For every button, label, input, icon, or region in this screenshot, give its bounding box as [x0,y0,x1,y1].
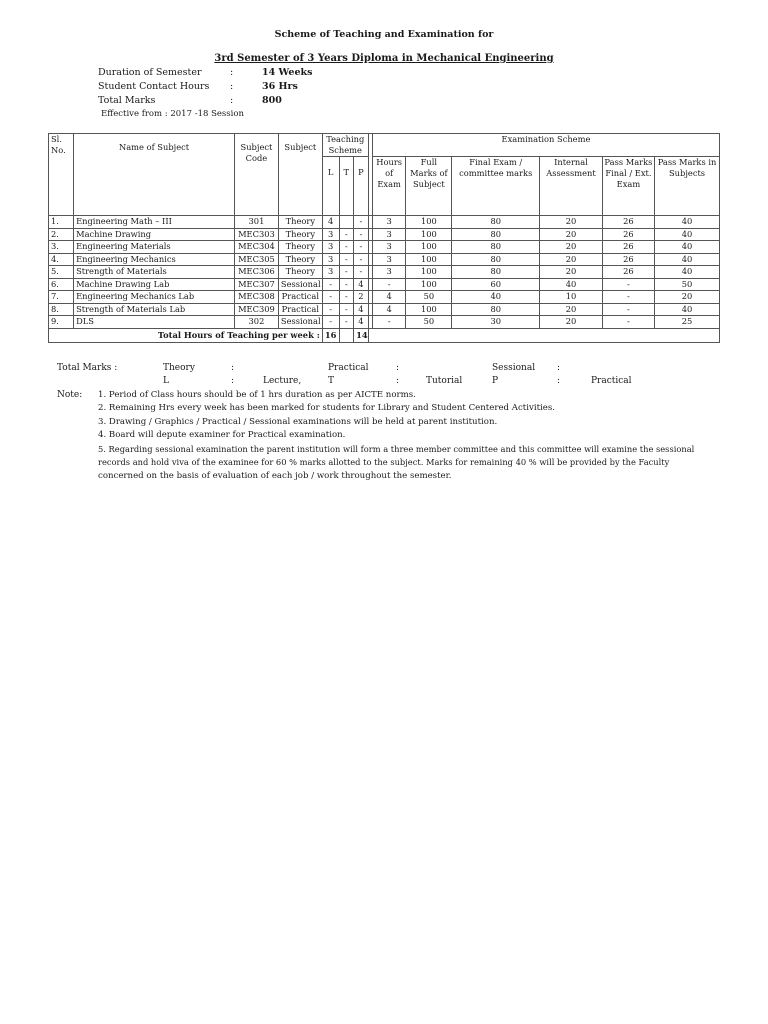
row-teaching-t: - [339,316,354,329]
row-pass-marks-final: 26 [602,216,654,229]
info-value-total-marks: 800 [262,95,282,106]
row-subject-type: Theory [278,216,322,229]
header-subject: Subject [278,134,322,216]
row-full-marks: 100 [406,253,452,266]
footer-theory: Theory [163,363,195,373]
row-subject-code: MEC304 [235,241,279,254]
row-teaching-t: - [339,303,354,316]
header-t: T [339,157,354,216]
row-exam-hours: - [372,316,405,329]
row-final-exam-marks: 80 [452,253,540,266]
footer-colon-1: : [231,363,235,373]
header-sl-no: Sl. No. [49,134,74,216]
info-label-contact-hours: Student Contact Hours [98,81,210,92]
row-pass-marks-final: 26 [602,266,654,279]
row-subject-name: Engineering Math – III [74,216,235,229]
row-final-exam-marks: 80 [452,216,540,229]
row-teaching-l: 3 [322,266,339,279]
row-teaching-p: - [354,228,369,241]
footer-total-marks: Total Marks : [57,363,118,373]
header-pass-subject: Pass Marks in Subjects [655,157,720,216]
footer-lecture: Lecture, [263,376,302,386]
row-full-marks: 100 [406,228,452,241]
row-teaching-p: - [354,216,369,229]
note-5-line-2: records and hold viva of the examinee for 60 % marks allotted to the subject. Marks for remaining 40 % will be provided by the Faculty [98,457,670,467]
row-subject-code: MEC306 [235,266,279,279]
table-row [49,253,720,266]
table-row [49,316,720,329]
row-full-marks: 50 [406,291,452,304]
footer-colon-2: : [396,363,400,373]
row-subject-code: MEC303 [235,228,279,241]
row-internal-assessment: 20 [540,228,603,241]
header-teaching-scheme: Teaching Scheme [322,134,368,157]
header-p: P [354,157,369,216]
total-l: 16 [322,328,339,342]
row-exam-hours: 3 [372,241,405,254]
row-pass-marks-subject: 40 [655,216,720,229]
header-internal: Internal Assessment [540,157,603,216]
row-subject-name: Strength of Materials Lab [74,303,235,316]
total-label: Total Hours of Teaching per week : [49,328,323,342]
row-subject-code: MEC305 [235,253,279,266]
row-teaching-p: - [354,253,369,266]
row-subject-type: Sessional [278,316,322,329]
row-teaching-p: 4 [354,278,369,291]
table-row [49,228,720,241]
row-full-marks: 100 [406,266,452,279]
row-subject-code: MEC307 [235,278,279,291]
row-exam-hours: 4 [372,303,405,316]
row-pass-marks-final: - [602,278,654,291]
table-row [49,241,720,254]
info-sep-duration: : [230,67,234,78]
row-full-marks: 100 [406,303,452,316]
row-exam-hours: 4 [372,291,405,304]
row-teaching-t [339,216,354,229]
row-final-exam-marks: 80 [452,266,540,279]
header-l: L [322,157,339,216]
header-final-exam: Final Exam / committee marks [452,157,540,216]
footer-colon-4: : [231,376,235,386]
row-teaching-l: - [322,291,339,304]
row-full-marks: 100 [406,278,452,291]
row-teaching-p: - [354,241,369,254]
footer-colon-3: : [557,363,561,373]
row-pass-marks-final: 26 [602,228,654,241]
row-teaching-p: - [354,266,369,279]
row-pass-marks-final: - [602,291,654,304]
footer-t: T [328,376,335,386]
row-internal-assessment: 20 [540,316,603,329]
total-p: 14 [354,328,369,342]
row-subject-name: DLS [74,316,235,329]
row-subject-name: Engineering Mechanics [74,253,235,266]
row-pass-marks-subject: 40 [655,241,720,254]
row-teaching-l: 4 [322,216,339,229]
row-teaching-t: - [339,291,354,304]
row-full-marks: 100 [406,216,452,229]
note-5-line-3: concerned on the basis of evaluation of each job / work throughout the semester. [98,471,452,481]
note-4: 4. Board will depute examiner for Practical examination. [98,430,346,440]
info-label-total-marks: Total Marks [98,95,156,106]
notes-label: Note: [57,390,83,400]
header-code: Subject Code [235,134,279,216]
table-row [49,278,720,291]
row-sl-no: 9. [49,316,74,329]
row-teaching-p: 4 [354,303,369,316]
row-sl-no: 6. [49,278,74,291]
row-pass-marks-final: 26 [602,241,654,254]
row-exam-hours: 3 [372,228,405,241]
footer-p: P [492,376,499,386]
row-full-marks: 50 [406,316,452,329]
footer-sessional: Sessional [492,363,536,373]
footer-colon-5: : [396,376,400,386]
row-internal-assessment: 40 [540,278,603,291]
note-3: 3. Drawing / Graphics / Practical / Sessional examinations will be held at parent institution. [98,417,498,427]
footer-colon-6: : [557,376,561,386]
footer-practical-2: Practical [591,376,632,386]
document-title: Scheme of Teaching and Examination for [274,29,494,40]
row-subject-type: Theory [278,266,322,279]
row-sl-no: 4. [49,253,74,266]
row-subject-name: Strength of Materials [74,266,235,279]
row-sl-no: 2. [49,228,74,241]
row-teaching-l: - [322,278,339,291]
note-5-line-1: 5. Regarding sessional examination the parent institution will form a three member committee and this committee will examine the sessional [98,444,695,454]
row-exam-hours: 3 [372,266,405,279]
document-subtitle: 3rd Semester of 3 Years Diploma in Mechanical Engineering [214,53,554,64]
row-subject-type: Theory [278,253,322,266]
row-final-exam-marks: 80 [452,241,540,254]
row-pass-marks-final: - [602,303,654,316]
row-sl-no: 1. [49,216,74,229]
row-pass-marks-subject: 40 [655,253,720,266]
info-sep-total-marks: : [230,95,234,106]
row-subject-type: Practical [278,291,322,304]
row-sl-no: 7. [49,291,74,304]
row-full-marks: 100 [406,241,452,254]
row-final-exam-marks: 80 [452,303,540,316]
row-sl-no: 8. [49,303,74,316]
row-final-exam-marks: 40 [452,291,540,304]
row-subject-name: Engineering Materials [74,241,235,254]
row-teaching-p: 2 [354,291,369,304]
footer-practical: Practical [328,363,369,373]
row-subject-name: Machine Drawing [74,228,235,241]
row-teaching-l: 3 [322,253,339,266]
row-pass-marks-subject: 40 [655,266,720,279]
row-final-exam-marks: 60 [452,278,540,291]
row-final-exam-marks: 30 [452,316,540,329]
effective-from: Effective from : 2017 -18 Session [101,109,244,119]
row-pass-marks-subject: 40 [655,303,720,316]
row-exam-hours: 3 [372,216,405,229]
row-subject-code: 302 [235,316,279,329]
row-exam-hours: - [372,278,405,291]
table-row [49,291,720,304]
row-teaching-l: 3 [322,228,339,241]
row-pass-marks-subject: 25 [655,316,720,329]
row-exam-hours: 3 [372,253,405,266]
info-label-duration: Duration of Semester [98,67,202,78]
scheme-table [48,133,720,343]
header-name: Name of Subject [74,134,235,216]
row-internal-assessment: 20 [540,216,603,229]
row-subject-code: MEC309 [235,303,279,316]
row-teaching-t: - [339,266,354,279]
total-t [339,328,354,342]
row-subject-code: MEC308 [235,291,279,304]
row-subject-type: Sessional [278,278,322,291]
row-pass-marks-subject: 50 [655,278,720,291]
row-subject-code: 301 [235,216,279,229]
row-teaching-l: - [322,316,339,329]
row-internal-assessment: 20 [540,303,603,316]
header-full-marks: Full Marks of Subject [406,157,452,216]
row-internal-assessment: 20 [540,266,603,279]
row-pass-marks-final: - [602,316,654,329]
note-2: 2. Remaining Hrs every week has been marked for students for Library and Student Centered Activities. [98,403,556,413]
footer-l: L [163,376,169,386]
info-value-duration: 14 Weeks [262,67,313,78]
row-final-exam-marks: 80 [452,228,540,241]
row-pass-marks-subject: 20 [655,291,720,304]
footer-tutorial: Tutorial [426,376,463,386]
row-subject-type: Theory [278,228,322,241]
row-teaching-l: 3 [322,241,339,254]
table-row [49,266,720,279]
table-row [49,303,720,316]
row-teaching-t: - [339,228,354,241]
row-teaching-l: - [322,303,339,316]
row-pass-marks-subject: 40 [655,228,720,241]
header-exam-scheme: Examination Scheme [372,134,719,157]
total-blank [368,328,719,342]
row-subject-type: Theory [278,241,322,254]
row-teaching-t: - [339,253,354,266]
row-sl-no: 5. [49,266,74,279]
note-1: 1. Period of Class hours should be of 1 hrs duration as per AICTE norms. [98,390,416,400]
row-internal-assessment: 20 [540,253,603,266]
row-teaching-p: 4 [354,316,369,329]
row-subject-name: Machine Drawing Lab [74,278,235,291]
row-internal-assessment: 20 [540,241,603,254]
header-pass-final: Pass Marks Final / Ext. Exam [602,157,654,216]
table-row [49,216,720,229]
row-subject-type: Practical [278,303,322,316]
row-pass-marks-final: 26 [602,253,654,266]
row-teaching-t: - [339,278,354,291]
info-value-contact-hours: 36 Hrs [262,81,298,92]
header-hours: Hours of Exam [372,157,405,216]
row-sl-no: 3. [49,241,74,254]
row-internal-assessment: 10 [540,291,603,304]
row-teaching-t: - [339,241,354,254]
row-subject-name: Engineering Mechanics Lab [74,291,235,304]
info-sep-contact-hours: : [230,81,234,92]
